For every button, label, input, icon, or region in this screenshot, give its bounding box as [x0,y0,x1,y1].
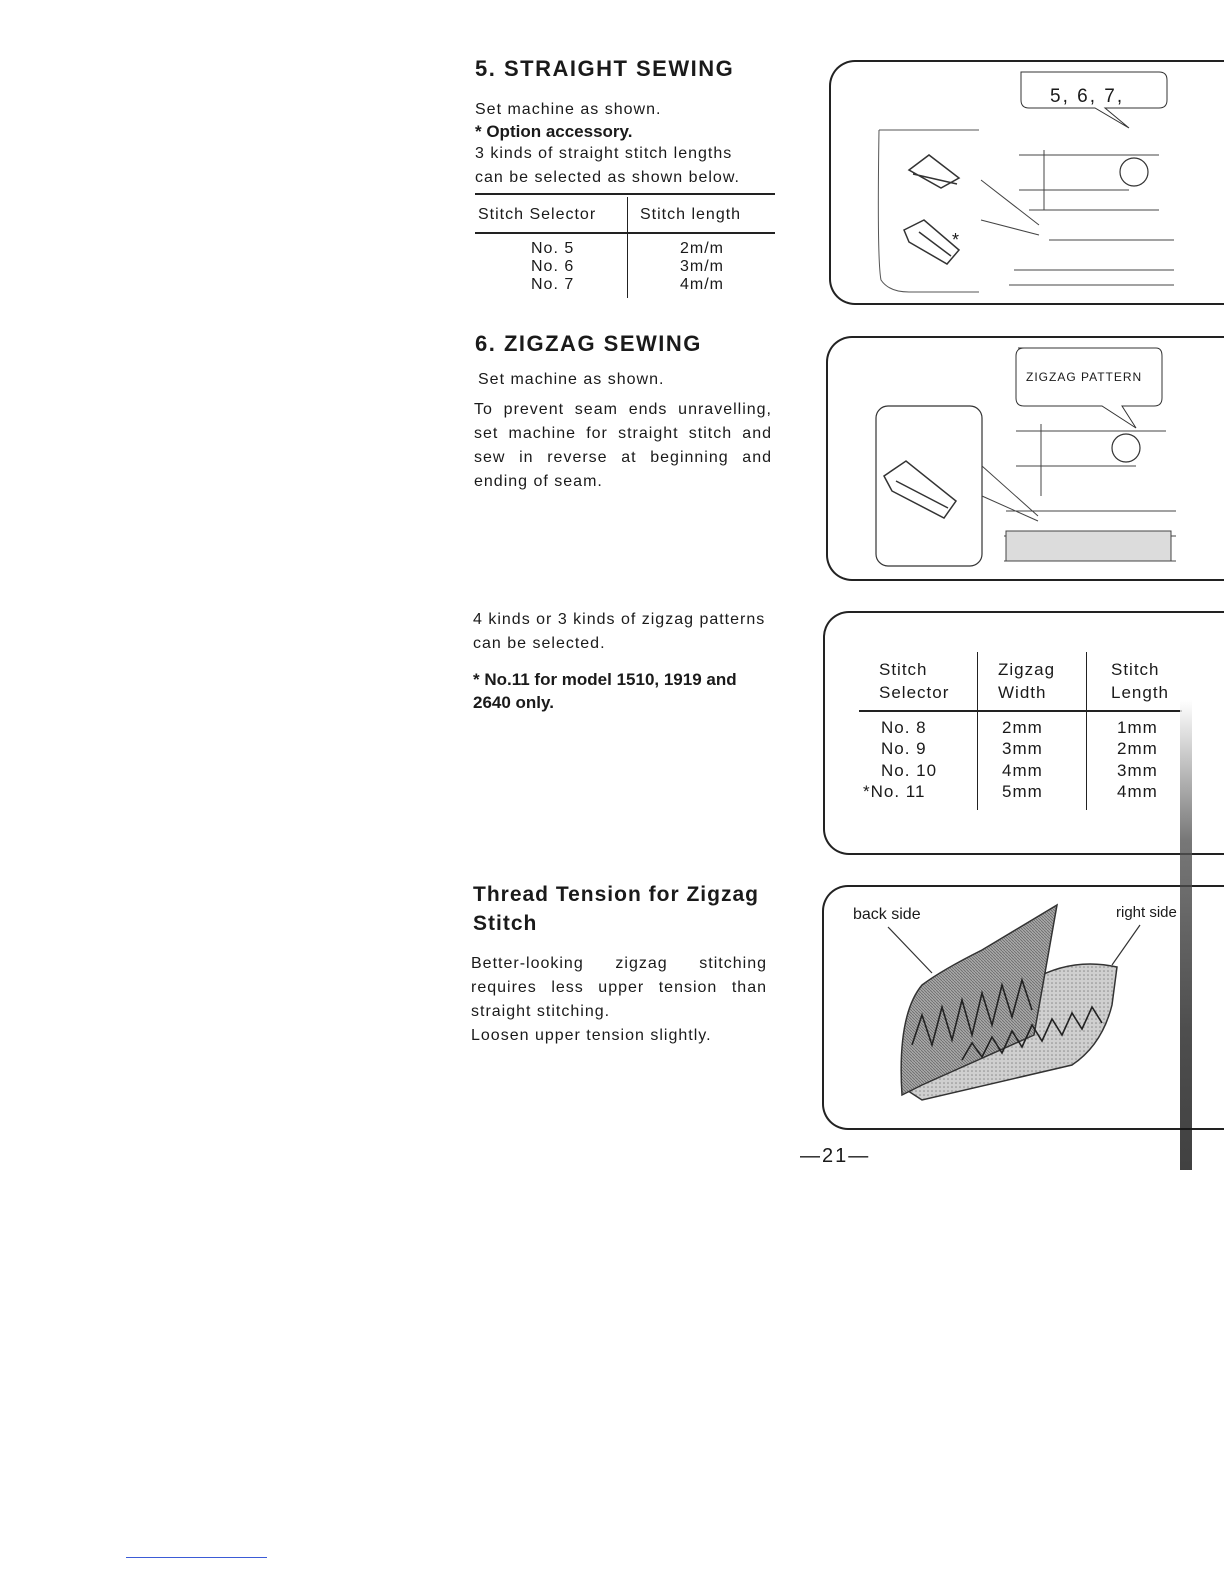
table-cell: 2mm [978,711,1087,738]
thread-tension-heading: Thread Tension for Zigzag Stitch [473,883,759,935]
table-row [859,760,1182,782]
table-row [859,711,1182,738]
table-header: Stitch length [628,197,776,233]
table-cell: 5mm [978,782,1087,810]
zigzag-sewing-heading: 6. ZIGZAG SEWING [475,331,702,356]
figure-label-zigzag-pattern: ZIGZAG PATTERN [1026,370,1143,384]
table-row [475,276,775,298]
table-row [475,258,775,276]
table-cell: 4m/m [680,276,724,293]
selector-dial-icon [1112,434,1140,462]
header-text: Stitch Selector [879,660,950,702]
straight-sewing-heading: 5. STRAIGHT SEWING [475,56,735,81]
callout-bubble [1016,348,1162,428]
table-cell: 3m/m [680,258,724,275]
pointer-lines [982,466,1038,521]
zipper-foot-icon [904,220,959,264]
inset-frame [876,406,982,566]
page-number: —21— [800,1145,871,1167]
zigzag-foot-icon [884,461,956,518]
thread-tension-paragraph: Better-looking zigzag stitching requires less upper tension than straight stitching. [471,955,767,1020]
straight-sewing-text [475,98,780,190]
table-cell: No. 5 [475,233,628,258]
table-cell: 2m/m [680,240,724,257]
right-side-label: right side [1116,904,1177,921]
table-header [978,652,1087,711]
straight-line-4: can be selected as shown below. [475,169,740,186]
bottom-link-rule [126,1557,267,1558]
inset-frame [878,130,979,292]
table-cell: 4mm [1117,782,1158,801]
zigzag-machine-illustration [826,336,1224,581]
header-text: Stitch Length [1111,660,1169,702]
zigzag-stitch-table [859,652,1182,810]
presser-foot-icon [909,155,959,188]
selector-dial-icon [1120,158,1148,186]
table-row [859,782,1182,810]
table-cell: No. 6 [475,258,628,276]
table-cell: No. 10 [859,760,978,782]
table-row [475,233,775,258]
table-cell: No. 8 [859,711,978,738]
header-text: Zigzag Width [998,660,1056,702]
model-availability-note: * No.11 for model 1510, 1919 and 2640 only. [473,670,737,712]
fabric-illustration [822,885,1224,1130]
table-cell: 3mm [1117,761,1158,780]
back-side-label: back side [853,906,921,923]
table-header-row [859,652,1182,711]
straight-line-1: Set machine as shown. [475,101,662,118]
zigzag-line-1: Set machine as shown. [478,371,665,388]
callout-bubble [1021,72,1167,128]
table-header: Stitch Selector [475,197,628,233]
option-accessory-note: * Option accessory. [475,122,633,141]
table-header [1087,652,1183,711]
figure-label-stitch-numbers: 5, 6, 7, [1050,86,1125,107]
table-header [859,652,978,711]
machine-outline [1009,150,1174,285]
straight-stitch-table [475,197,775,298]
zigzag-reverse-paragraph: To prevent seam ends unravelling, set machine for straight stitch and sew in reverse at beginning and ending of seam. [474,401,772,490]
scan-edge-shadow [1180,700,1192,1170]
table-cell: 4mm [978,760,1087,782]
table-cell: *No. 11 [859,782,978,810]
option-asterisk-mark: * [952,230,960,250]
straight-line-3: 3 kinds of straight stitch lengths [475,145,733,162]
straight-machine-illustration [829,60,1224,305]
table-row [859,738,1182,760]
table-cell: No. 7 [475,276,628,298]
loosen-tension-instruction: Loosen upper tension slightly. [471,1027,712,1044]
zigzag-patterns-note: 4 kinds or 3 kinds of zigzag patterns can be selected. [473,611,766,652]
pointer-lines [981,180,1039,235]
straight-table-top-rule [475,193,775,195]
table-cell: 1mm [1117,718,1158,737]
table-cell: No. 9 [859,738,978,760]
table-cell: 3mm [978,738,1087,760]
machine-base [1006,531,1171,561]
table-cell: 2mm [1117,739,1158,758]
table-header-row [475,197,775,233]
